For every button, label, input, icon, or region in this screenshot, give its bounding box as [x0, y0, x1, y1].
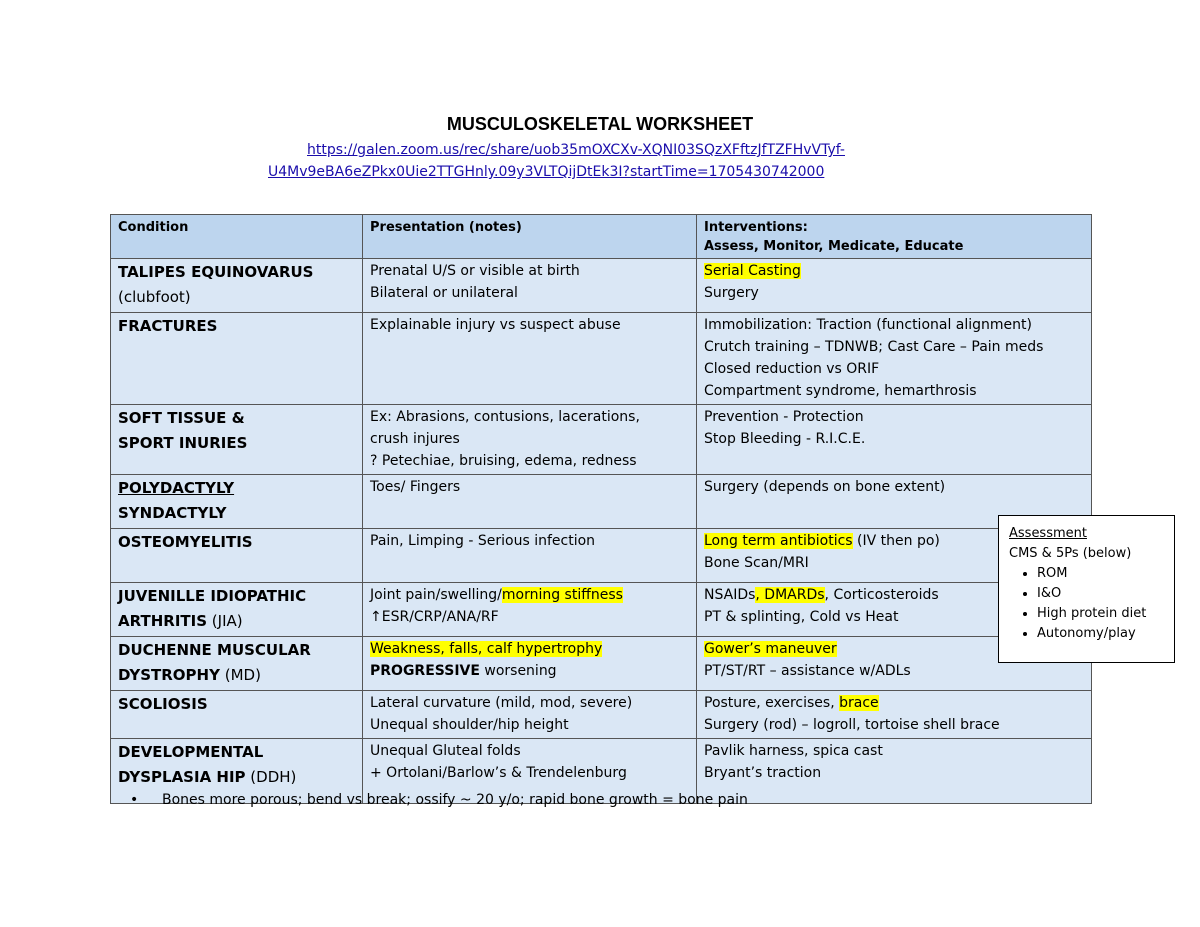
highlight: morning stiffness [501, 587, 623, 603]
bullet-icon: • [130, 792, 139, 808]
header-interventions: Interventions: Assess, Monitor, Medicate, Educate [697, 215, 1092, 259]
table-row [111, 529, 1092, 583]
header-presentation: Presentation (notes) [363, 215, 697, 259]
highlight: brace [839, 695, 879, 711]
presentation-cell: Unequal Gluteal folds + Ortolani/Barlow’s & Trendelenburg [363, 739, 697, 804]
table-row [111, 637, 1092, 691]
presentation-cell: Prenatal U/S or visible at birth Bilateral or unilateral [363, 259, 697, 313]
footnote-text: Bones more porous; bend vs break; ossify ~ 20 y/o; rapid bone growth = bone pain [162, 792, 748, 808]
page-title: MUSCULOSKELETAL WORKSHEET [446, 114, 754, 134]
header-condition: Condition [111, 215, 363, 259]
table-row [111, 313, 1092, 405]
presentation-cell: Joint pain/swelling/morning stiffness ↑ESR/CRP/ANA/RF [363, 583, 697, 637]
condition-cell: OSTEOMYELITIS [111, 529, 363, 583]
table-row [111, 583, 1092, 637]
highlight: Gower’s maneuver [704, 641, 837, 657]
table-row [111, 475, 1092, 529]
highlight: Weakness, falls, calf hypertrophy [370, 641, 603, 657]
presentation-cell: Weakness, falls, calf hypertrophy PROGRESSIVE worsening [363, 637, 697, 691]
assessment-list [1009, 564, 1164, 644]
condition-cell: SOFT TISSUE & SPORT INURIES [111, 405, 363, 475]
interventions-cell: Pavlik harness, spica cast Bryant’s traction [697, 739, 1092, 804]
condition-cell: TALIPES EQUINOVARUS (clubfoot) [111, 259, 363, 313]
interventions-cell: NSAIDs, DMARDs, Corticosteroids PT & splinting, Cold vs Heat [697, 583, 1092, 637]
condition-cell: SCOLIOSIS [111, 691, 363, 739]
list-item: • I&O [1037, 584, 1164, 604]
condition-cell: FRACTURES [111, 313, 363, 405]
interventions-cell: Surgery (depends on bone extent) [697, 475, 1092, 529]
condition-cell: DUCHENNE MUSCULAR DYSTROPHY (MD) [111, 637, 363, 691]
assessment-box [998, 515, 1175, 663]
interventions-cell: Serial Casting Surgery [697, 259, 1092, 313]
recording-link-line-2[interactable]: U4Mv9eBA6eZPkx0Uie2TTGHnly.09y3VLTQijDtEk3I?startTime=1705430742000 [268, 164, 825, 180]
list-item: • High protein diet [1037, 604, 1164, 624]
highlight: Serial Casting [704, 263, 801, 279]
table-row [111, 405, 1092, 475]
worksheet-table [110, 214, 1092, 804]
condition-cell: POLYDACTYLY SYNDACTYLY [111, 475, 363, 529]
list-item: • ROM [1037, 564, 1164, 584]
presentation-cell: Lateral curvature (mild, mod, severe) Unequal shoulder/hip height [363, 691, 697, 739]
interventions-cell: Prevention - Protection Stop Bleeding - R.I.C.E. [697, 405, 1092, 475]
list-item: • Autonomy/play [1037, 624, 1164, 644]
table-row [111, 259, 1092, 313]
assessment-subtitle: CMS & 5Ps (below) [1009, 546, 1132, 561]
condition-cell: JUVENILLE IDIOPATHIC ARTHRITIS (JIA) [111, 583, 363, 637]
presentation-cell: Toes/ Fingers [363, 475, 697, 529]
table-header-row [111, 215, 1092, 259]
interventions-cell: Gower’s maneuver PT/ST/RT – assistance w/ADLs [697, 637, 1092, 691]
recording-link-line-1[interactable]: https://galen.zoom.us/rec/share/uob35mOXCXv-XQNI03SQzXFftzJfTZFHvVTyf- [307, 142, 845, 158]
footnote-bullet [130, 792, 748, 808]
highlight: , DMARDs [755, 587, 825, 603]
assessment-title: Assessment [1009, 526, 1087, 541]
highlight: Long term antibiotics [704, 533, 853, 549]
interventions-cell: Immobilization: Traction (functional alignment) Crutch training – TDNWB; Cast Care – Pain meds Closed reduction vs ORIF Compartment syndrome, hemarthrosis [697, 313, 1092, 405]
presentation-cell: Explainable injury vs suspect abuse [363, 313, 697, 405]
presentation-cell: Pain, Limping - Serious infection [363, 529, 697, 583]
interventions-cell: Posture, exercises, brace Surgery (rod) – logroll, tortoise shell brace [697, 691, 1092, 739]
presentation-cell: Ex: Abrasions, contusions, lacerations, crush injures ? Petechiae, bruising, edema, redness [363, 405, 697, 475]
table-row [111, 691, 1092, 739]
condition-cell: DEVELOPMENTAL DYSPLASIA HIP (DDH) [111, 739, 363, 804]
interventions-cell: Long term antibiotics (IV then po) Bone Scan/MRI [697, 529, 1092, 583]
